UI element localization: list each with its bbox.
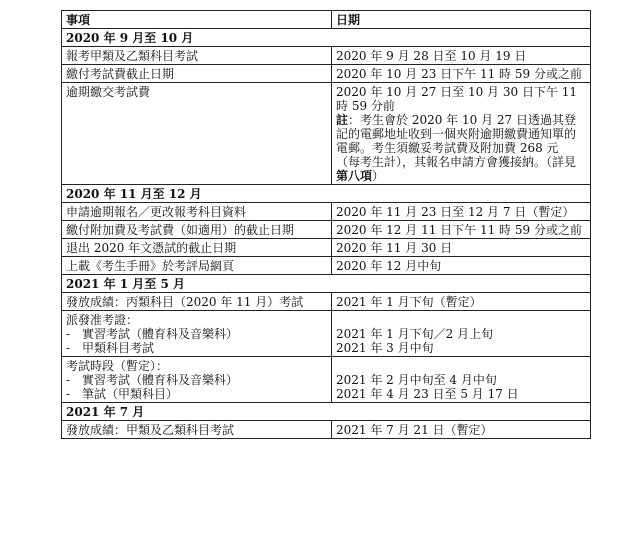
table-row: [62, 239, 591, 257]
note-reference: 第八項: [336, 169, 373, 183]
table-row: [62, 83, 591, 185]
row-date: 2020 年 9 月 28 日至 10 月 19 日: [332, 47, 591, 65]
row-date: 2021 年 2 月中旬至 4 月中旬: [336, 373, 497, 387]
section-title: 2021 年 1 月至 5 月: [62, 275, 591, 293]
list-item: - 筆試（甲類科目）: [66, 387, 179, 401]
list-item: - 甲類科目考試: [66, 341, 155, 355]
row-item: 報考甲類及乙類科目考試: [62, 47, 332, 65]
table-row: [62, 357, 591, 403]
section-row: [62, 403, 591, 421]
table-row: [62, 221, 591, 239]
section-row: [62, 29, 591, 47]
row-date-list: [332, 311, 591, 357]
row-date: 2020 年 12 月 11 日下午 11 時 59 分或之前: [332, 221, 591, 239]
row-date: 2020 年 12 月中旬: [332, 257, 591, 275]
list-item: - 實習考試（體育科及音樂科）: [66, 373, 239, 387]
row-date: 2020 年 10 月 23 日下午 11 時 59 分或之前: [332, 65, 591, 83]
row-date: 2021 年 4 月 23 日至 5 月 17 日: [336, 387, 519, 401]
row-date: 2021 年 7 月 21 日（暫定）: [332, 421, 591, 439]
table-row: [62, 421, 591, 439]
list-item: - 實習考試（體育科及音樂科）: [66, 327, 239, 341]
row-item: 繳付考試費截止日期: [62, 65, 332, 83]
row-item: 發放成績：丙類科目（2020 年 11 月）考試: [62, 293, 332, 311]
list-heading: 考試時段（暫定）：: [66, 359, 169, 373]
schedule-table: [61, 10, 591, 439]
row-date: 2020 年 11 月 23 日至 12 月 7 日（暫定）: [332, 203, 591, 221]
row-item: 繳付附加費及考試費（如適用）的截止日期: [62, 221, 332, 239]
header-date: 日期: [332, 11, 591, 29]
row-item: 上載《考生手冊》於考評局網頁: [62, 257, 332, 275]
section-title: 2020 年 9 月至 10 月: [62, 29, 591, 47]
list-heading: 派發准考證：: [66, 313, 139, 327]
row-date: 2020 年 11 月 30 日: [332, 239, 591, 257]
row-item-list: [62, 357, 332, 403]
header-item: 事項: [62, 11, 332, 29]
row-date-with-note: [332, 83, 591, 185]
table-row: [62, 47, 591, 65]
section-row: [62, 275, 591, 293]
table-row: [62, 257, 591, 275]
section-row: [62, 185, 591, 203]
row-item: 退出 2020 年文憑試的截止日期: [62, 239, 332, 257]
row-date: 2021 年 1 月下旬／2 月上旬: [336, 327, 494, 341]
section-title: 2020 年 11 月至 12 月: [62, 185, 591, 203]
table-row: [62, 203, 591, 221]
table-header-row: [62, 11, 591, 29]
note-text: ：考生會於 2020 年 10 月 27 日透過其登記的電郵地址收到一個夾附逾期繳費通知單的電郵。考生須繳妥考試費及附加費 268 元 （每考生計），其報名申請方會獲接納。（詳見: [336, 113, 577, 169]
row-date: 2020 年 10 月 27 日至 10 月 30 日下午 11 時 59 分前: [336, 85, 578, 113]
table-row: [62, 311, 591, 357]
row-item-list: [62, 311, 332, 357]
table-row: [62, 293, 591, 311]
note-label: 註: [336, 113, 349, 127]
note-close: ）: [372, 169, 385, 183]
row-item: 申請逾期報名／更改報考科目資料: [62, 203, 332, 221]
row-date: 2021 年 3 月中旬: [336, 341, 434, 355]
row-date-list: [332, 357, 591, 403]
table-row: [62, 65, 591, 83]
row-item: 發放成績：甲類及乙類科目考試: [62, 421, 332, 439]
section-title: 2021 年 7 月: [62, 403, 591, 421]
row-date: 2021 年 1 月下旬（暫定）: [332, 293, 591, 311]
row-item: 逾期繳交考試費: [62, 83, 332, 185]
